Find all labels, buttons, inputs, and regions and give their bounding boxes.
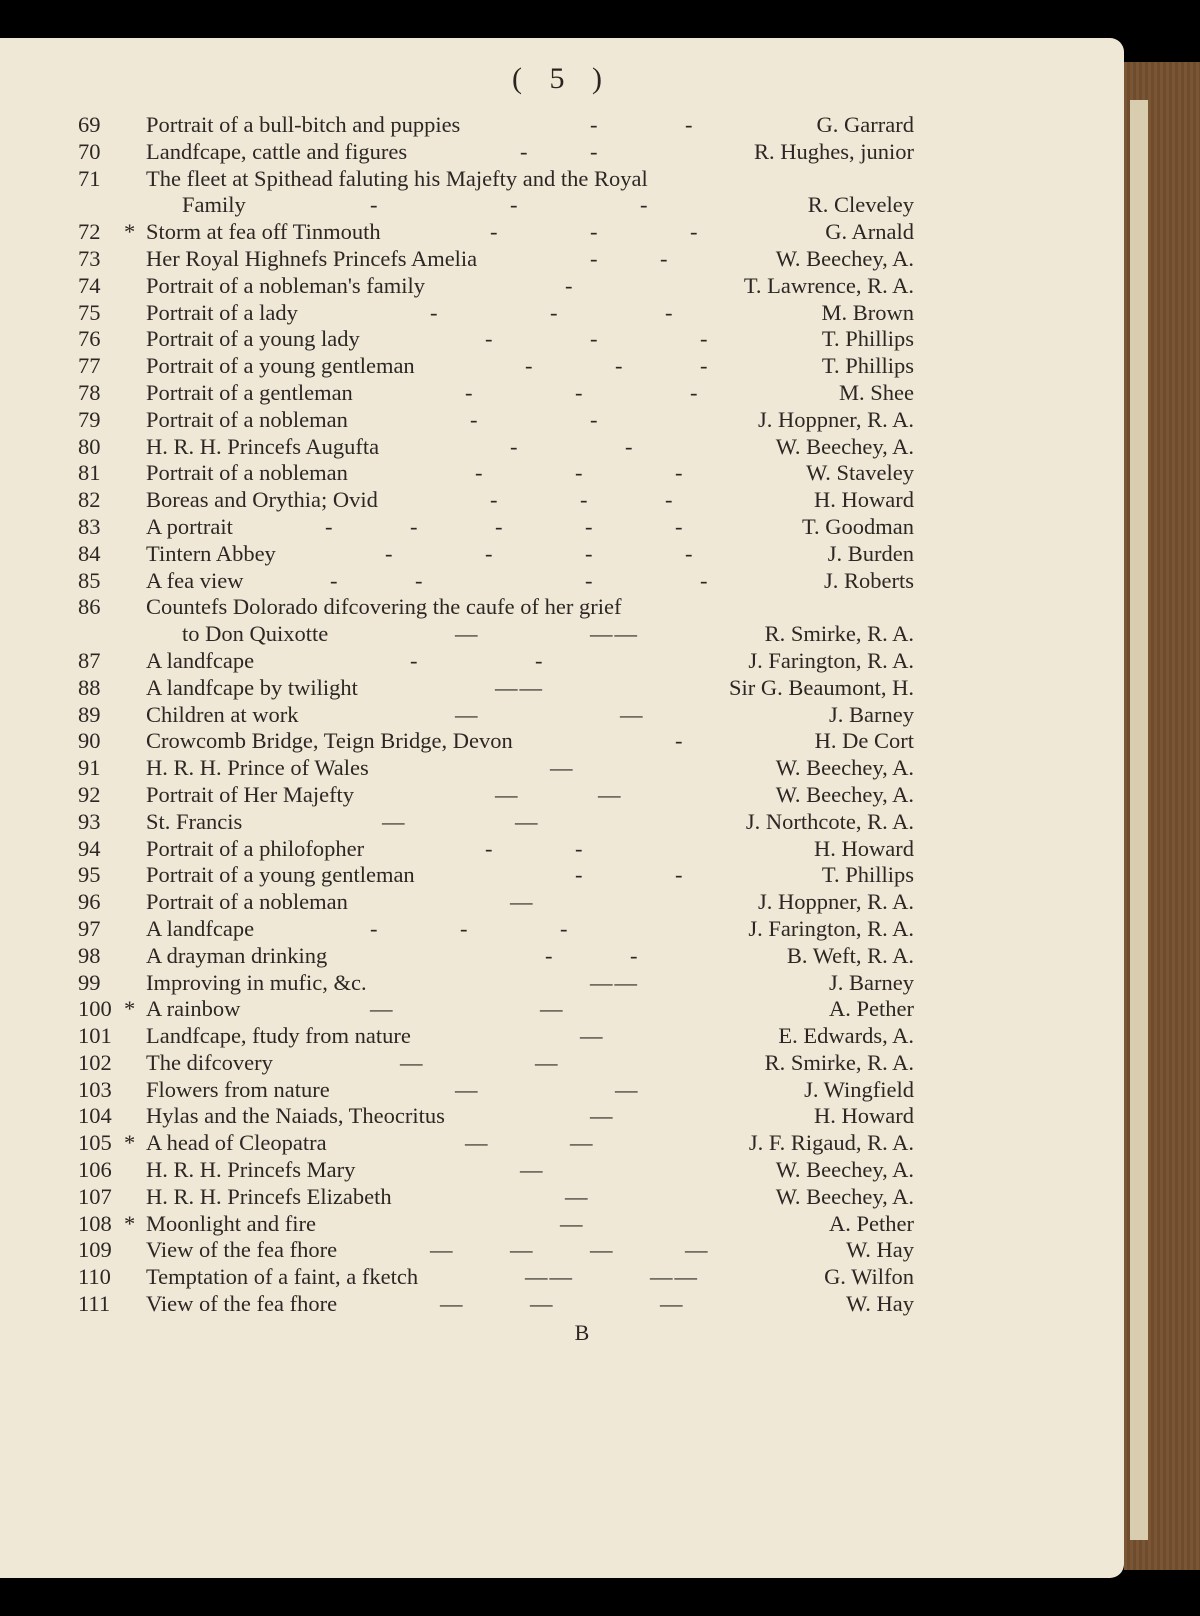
entry-number: 91 — [78, 755, 101, 781]
entry-number: 84 — [78, 540, 101, 566]
leader-dash: - — [675, 460, 685, 486]
entry-artist: G. Garrard — [816, 112, 914, 137]
catalogue-entry — [0, 1050, 1124, 1077]
leader-dash: - — [675, 513, 685, 539]
entry-artist: T. Goodman — [801, 513, 914, 539]
entry-number: 97 — [78, 915, 101, 941]
leader-dash: - — [545, 942, 555, 968]
entry-number: 75 — [78, 299, 101, 325]
leader-dash: - — [385, 540, 395, 566]
entry-list — [0, 112, 1124, 1318]
leader-dash: — — [510, 889, 535, 915]
leader-dash: - — [590, 138, 600, 164]
entry-artist: A. Pether — [829, 996, 914, 1022]
entry-title: The difcovery — [146, 1049, 273, 1075]
entry-title: A drayman drinking — [146, 942, 328, 968]
entry-title: Tintern Abbey — [146, 540, 276, 566]
entry-asterisk: * — [124, 1130, 136, 1156]
leader-dash: — — [400, 1049, 425, 1075]
entry-number: 109 — [78, 1237, 112, 1263]
entry-number: 93 — [78, 808, 101, 834]
leader-dash: - — [575, 460, 585, 486]
entry-number: 105 — [78, 1130, 112, 1156]
entry-number: 108 — [78, 1210, 112, 1236]
entry-artist: W. Beechey, A. — [775, 781, 914, 807]
leader-dash: - — [590, 326, 600, 352]
entry-artist: M. Shee — [839, 379, 914, 405]
leader-dash: - — [575, 835, 585, 861]
entry-title: Hylas and the Naiads, Theocritus — [146, 1103, 445, 1129]
catalogue-entry — [0, 1184, 1124, 1211]
entry-artist: G. Arnald — [825, 219, 914, 245]
entry-number: 82 — [78, 487, 101, 513]
catalogue-entry — [0, 621, 1124, 648]
catalogue-entry — [0, 1103, 1124, 1130]
entry-title: Family — [182, 192, 246, 218]
entry-artist: H. Howard — [814, 835, 914, 861]
entry-number: 85 — [78, 567, 101, 593]
leader-dash: — — [515, 808, 540, 834]
catalogue-entry — [0, 434, 1124, 461]
leader-dash: — — [530, 1291, 555, 1317]
entry-number: 101 — [78, 1023, 112, 1049]
entry-artist: J. Hoppner, R. A. — [758, 889, 914, 915]
leader-dash: - — [410, 513, 420, 539]
entry-number: 96 — [78, 889, 101, 915]
catalogue-entry — [0, 782, 1124, 809]
leader-dash: - — [630, 942, 640, 968]
catalogue-entry — [0, 970, 1124, 997]
entry-artist: M. Brown — [821, 299, 914, 325]
entry-title: Portrait of a gentleman — [146, 379, 353, 405]
catalogue-entry — [0, 862, 1124, 889]
leader-dash: - — [660, 245, 670, 271]
leader-dash: - — [550, 299, 560, 325]
catalogue-entry — [0, 728, 1124, 755]
entry-artist: T. Phillips — [821, 326, 914, 352]
catalogue-entry — [0, 192, 1124, 219]
catalogue-entry — [0, 568, 1124, 595]
entry-number: 81 — [78, 460, 101, 486]
catalogue-entry — [0, 300, 1124, 327]
entry-number: 110 — [78, 1264, 111, 1290]
entry-artist: R. Cleveley — [807, 192, 914, 218]
entry-number: 98 — [78, 942, 101, 968]
entry-title: Landfcape, ftudy from nature — [146, 1023, 411, 1049]
leader-dash: - — [465, 379, 475, 405]
leader-dash: —— — [650, 1264, 699, 1290]
leader-dash: - — [495, 513, 505, 539]
catalogue-entry — [0, 648, 1124, 675]
leader-dash: — — [430, 1237, 455, 1263]
entry-artist: W. Beechey, A. — [775, 245, 914, 271]
entry-number: 106 — [78, 1157, 112, 1183]
leader-dash: — — [580, 1023, 605, 1049]
entry-title: Moonlight and fire — [146, 1210, 316, 1236]
catalogue-entry — [0, 514, 1124, 541]
entry-title: to Don Quixotte — [182, 621, 329, 647]
leader-dash: - — [325, 513, 335, 539]
entry-number: 73 — [78, 245, 101, 271]
entry-number: 104 — [78, 1103, 112, 1129]
entry-title: Crowcomb Bridge, Teign Bridge, Devon — [146, 728, 513, 754]
entry-artist: R. Smirke, R. A. — [764, 621, 914, 647]
leader-dash: —— — [525, 1264, 574, 1290]
catalogue-entry — [0, 353, 1124, 380]
leader-dash: — — [495, 781, 520, 807]
entry-artist: E. Edwards, A. — [778, 1023, 914, 1049]
catalogue-entry — [0, 943, 1124, 970]
leader-dash: — — [465, 1130, 490, 1156]
entry-artist: Sir G. Beaumont, H. — [729, 674, 914, 700]
leader-dash: - — [675, 862, 685, 888]
entry-title: Landfcape, cattle and figures — [146, 138, 408, 164]
catalogue-entry — [0, 1130, 1124, 1157]
leader-dash: — — [520, 1157, 545, 1183]
entry-number: 100 — [78, 996, 112, 1022]
catalogue-entry — [0, 1237, 1124, 1264]
leader-dash: - — [700, 567, 710, 593]
leader-dash: — — [455, 1076, 480, 1102]
leader-dash: - — [685, 112, 695, 137]
leader-dash: — — [565, 1183, 590, 1209]
entry-artist: W. Beechey, A. — [775, 1157, 914, 1183]
catalogue-entry — [0, 1264, 1124, 1291]
entry-artist: J. Roberts — [824, 567, 914, 593]
leader-dash: - — [615, 353, 625, 379]
entry-artist: J. F. Rigaud, R. A. — [748, 1130, 914, 1156]
leader-dash: — — [540, 996, 565, 1022]
entry-number: 103 — [78, 1076, 112, 1102]
leader-dash: — — [685, 1237, 710, 1263]
entry-number: 77 — [78, 353, 101, 379]
entry-artist: W. Beechey, A. — [775, 433, 914, 459]
entry-title: H. R. H. Prince of Wales — [146, 755, 369, 781]
leader-dash: — — [455, 701, 480, 727]
entry-title: A fea view — [146, 567, 244, 593]
entry-artist: W. Hay — [846, 1291, 914, 1317]
leader-dash: - — [460, 915, 470, 941]
leader-dash: - — [510, 433, 520, 459]
leader-dash: - — [410, 647, 420, 673]
entry-artist: J. Wingfield — [804, 1076, 914, 1102]
leader-dash: - — [590, 245, 600, 271]
catalogue-entry — [0, 139, 1124, 166]
entry-number: 80 — [78, 433, 101, 459]
entry-artist: R. Smirke, R. A. — [764, 1049, 914, 1075]
catalogue-entry — [0, 246, 1124, 273]
leader-dash: — — [570, 1130, 595, 1156]
entry-title: A landfcape — [146, 915, 255, 941]
catalogue-entry — [0, 1291, 1124, 1318]
entry-number: 69 — [78, 112, 101, 137]
leader-dash: — — [382, 808, 407, 834]
entry-title: A landfcape by twilight — [146, 674, 358, 700]
entry-title: Portrait of a bull-bitch and puppies — [146, 112, 461, 137]
entry-title: Temptation of a faint, a fketch — [146, 1264, 419, 1290]
leader-dash: - — [675, 728, 685, 754]
catalogue-entry — [0, 675, 1124, 702]
entry-number: 87 — [78, 647, 101, 673]
leader-dash: - — [690, 219, 700, 245]
leader-dash: - — [575, 862, 585, 888]
entry-number: 89 — [78, 701, 101, 727]
entry-artist: R. Hughes, junior — [754, 138, 914, 164]
page-number: ( 5 ) — [512, 62, 612, 95]
leader-dash: — — [560, 1210, 585, 1236]
leader-dash: - — [700, 353, 710, 379]
catalogue-entry — [0, 702, 1124, 729]
entry-title: A head of Cleopatra — [146, 1130, 327, 1156]
catalogue-entry — [0, 809, 1124, 836]
leader-dash: - — [485, 835, 495, 861]
entry-title: Countefs Dolorado difcovering the caufe of her grief — [146, 594, 622, 620]
leader-dash: - — [625, 433, 635, 459]
entry-title: View of the fea fhore — [146, 1291, 338, 1317]
entry-artist: W. Beechey, A. — [775, 1183, 914, 1209]
catalogue-entry — [0, 836, 1124, 863]
catalogue-entry — [0, 460, 1124, 487]
catalogue-entry — [0, 166, 1124, 193]
catalogue-entry — [0, 916, 1124, 943]
entry-number: 111 — [78, 1291, 111, 1317]
entry-number: 92 — [78, 781, 101, 807]
entry-title: Portrait of a nobleman — [146, 889, 348, 915]
leader-dash: - — [520, 138, 530, 164]
entry-asterisk: * — [124, 996, 136, 1022]
entry-title: A rainbow — [146, 996, 241, 1022]
leader-dash: - — [525, 353, 535, 379]
entry-asterisk: * — [124, 219, 136, 245]
entry-artist: B. Weft, R. A. — [786, 942, 914, 968]
entry-title: A portrait — [146, 513, 233, 539]
entry-number: 78 — [78, 379, 101, 405]
entry-artist: W. Staveley — [806, 460, 914, 486]
entry-artist: H. De Cort — [814, 728, 914, 754]
leader-dash: — — [590, 1237, 615, 1263]
leader-dash: - — [640, 192, 650, 218]
catalogue-entry — [0, 1157, 1124, 1184]
entry-artist: T. Phillips — [821, 353, 914, 379]
entry-artist: J. Farington, R. A. — [748, 915, 914, 941]
leader-dash: - — [490, 219, 500, 245]
entry-title: Portrait of Her Majefty — [146, 781, 355, 807]
leader-dash: - — [475, 460, 485, 486]
entry-title: Flowers from nature — [146, 1076, 330, 1102]
leader-dash: — — [550, 755, 575, 781]
entry-artist: J. Burden — [827, 540, 914, 566]
entry-artist: H. Howard — [814, 487, 914, 513]
entry-number: 76 — [78, 326, 101, 352]
leader-dash: - — [415, 567, 425, 593]
entry-title: Improving in mufic, &c. — [146, 969, 367, 995]
leader-dash: - — [470, 406, 480, 432]
leader-dash: - — [490, 487, 500, 513]
leader-dash: - — [665, 487, 675, 513]
catalogue-entry — [0, 1023, 1124, 1050]
leader-dash: - — [430, 299, 440, 325]
entry-title: Portrait of a lady — [146, 299, 298, 325]
entry-title: H. R. H. Princefs Elizabeth — [146, 1183, 392, 1209]
leader-dash: — — [370, 996, 395, 1022]
entry-title: Portrait of a nobleman — [146, 406, 348, 432]
catalogue-entry — [0, 326, 1124, 353]
entry-artist: J. Barney — [829, 969, 914, 995]
entry-title: Children at work — [146, 701, 299, 727]
entry-number: 70 — [78, 138, 101, 164]
catalogue-entry — [0, 219, 1124, 246]
leader-dash: - — [485, 540, 495, 566]
entry-title: A landfcape — [146, 647, 255, 673]
leader-dash: - — [685, 540, 695, 566]
leader-dash: —— — [495, 674, 544, 700]
catalogue-entry — [0, 889, 1124, 916]
entry-number: 86 — [78, 594, 101, 620]
entry-title: St. Francis — [146, 808, 243, 834]
leader-dash: — — [440, 1291, 465, 1317]
leader-dash: - — [330, 567, 340, 593]
catalogue-entry — [0, 407, 1124, 434]
leader-dash: - — [370, 915, 380, 941]
entry-title: H. R. H. Princefs Augufta — [146, 433, 380, 459]
leader-dash: - — [590, 219, 600, 245]
entry-title: Boreas and Orythia; Ovid — [146, 487, 378, 513]
leader-dash: - — [575, 379, 585, 405]
entry-artist: G. Wilfon — [824, 1264, 914, 1290]
catalogue-page — [0, 38, 1124, 1578]
entry-title: Portrait of a young gentleman — [146, 353, 415, 379]
entry-number: 72 — [78, 219, 101, 245]
catalogue-entry — [0, 541, 1124, 568]
entry-artist: W. Hay — [846, 1237, 914, 1263]
leader-dash: - — [690, 379, 700, 405]
entry-number: 88 — [78, 674, 101, 700]
signature-mark: B — [574, 1320, 590, 1345]
leader-dash: - — [590, 112, 600, 137]
leader-dash: - — [585, 540, 595, 566]
leader-dash: - — [580, 487, 590, 513]
entry-artist: H. Howard — [814, 1103, 914, 1129]
entry-number: 94 — [78, 835, 101, 861]
entry-number: 90 — [78, 728, 101, 754]
entry-title: Portrait of a young gentleman — [146, 862, 415, 888]
entry-artist: A. Pether — [829, 1210, 914, 1236]
leader-dash: — — [510, 1237, 535, 1263]
leader-dash: - — [510, 192, 520, 218]
leader-dash: - — [585, 567, 595, 593]
entry-title: View of the fea fhore — [146, 1237, 338, 1263]
entry-title: Portrait of a young lady — [146, 326, 360, 352]
leader-dash: - — [585, 513, 595, 539]
entry-artist: T. Phillips — [821, 862, 914, 888]
leader-dash: — — [615, 1076, 640, 1102]
entry-artist: J. Barney — [829, 701, 914, 727]
entry-number: 79 — [78, 406, 101, 432]
leader-dash: - — [560, 915, 570, 941]
entry-number: 71 — [78, 165, 101, 191]
entry-number: 95 — [78, 862, 101, 888]
leader-dash: — — [535, 1049, 560, 1075]
leader-dash: — — [620, 701, 645, 727]
leader-dash: — — [598, 781, 623, 807]
catalogue-entry — [0, 487, 1124, 514]
entry-number: 107 — [78, 1183, 112, 1209]
entry-artist: T. Lawrence, R. A. — [743, 272, 914, 298]
leader-dash: - — [700, 326, 710, 352]
catalogue-entry — [0, 1211, 1124, 1238]
catalogue-entry — [0, 273, 1124, 300]
entry-artist: J. Northcote, R. A. — [745, 808, 914, 834]
leader-dash: — — [660, 1291, 685, 1317]
entry-number: 83 — [78, 513, 101, 539]
entry-title: Portrait of a philofopher — [146, 835, 365, 861]
entry-artist: W. Beechey, A. — [775, 755, 914, 781]
entry-title: Portrait of a nobleman — [146, 460, 348, 486]
entry-title: The fleet at Spithead faluting his Majefty and the Royal — [146, 165, 648, 191]
leader-dash: - — [590, 406, 600, 432]
entry-asterisk: * — [124, 1210, 136, 1236]
leader-dash: - — [535, 647, 545, 673]
entry-number: 74 — [78, 272, 101, 298]
leader-dash: - — [665, 299, 675, 325]
entry-artist: J. Hoppner, R. A. — [758, 406, 914, 432]
leader-dash: —— — [590, 969, 639, 995]
entry-number: 102 — [78, 1049, 112, 1075]
catalogue-entry — [0, 380, 1124, 407]
catalogue-entry — [0, 996, 1124, 1023]
entry-artist: J. Farington, R. A. — [748, 647, 914, 673]
leader-dash: - — [370, 192, 380, 218]
leader-dash: - — [485, 326, 495, 352]
entry-title: Her Royal Highnefs Princefs Amelia — [146, 245, 478, 271]
catalogue-entry — [0, 755, 1124, 782]
entry-number: 99 — [78, 969, 101, 995]
entry-title: Storm at fea off Tinmouth — [146, 219, 381, 245]
catalogue-entry — [0, 1077, 1124, 1104]
catalogue-entry — [0, 112, 1124, 139]
leader-dash: —— — [590, 621, 639, 647]
entry-title: Portrait of a nobleman's family — [146, 272, 425, 298]
leader-dash: - — [565, 272, 575, 298]
catalogue-entry — [0, 594, 1124, 621]
leader-dash: — — [590, 1103, 615, 1129]
page-edges — [1130, 100, 1148, 1540]
entry-title: H. R. H. Princefs Mary — [146, 1157, 356, 1183]
leader-dash: — — [455, 621, 480, 647]
